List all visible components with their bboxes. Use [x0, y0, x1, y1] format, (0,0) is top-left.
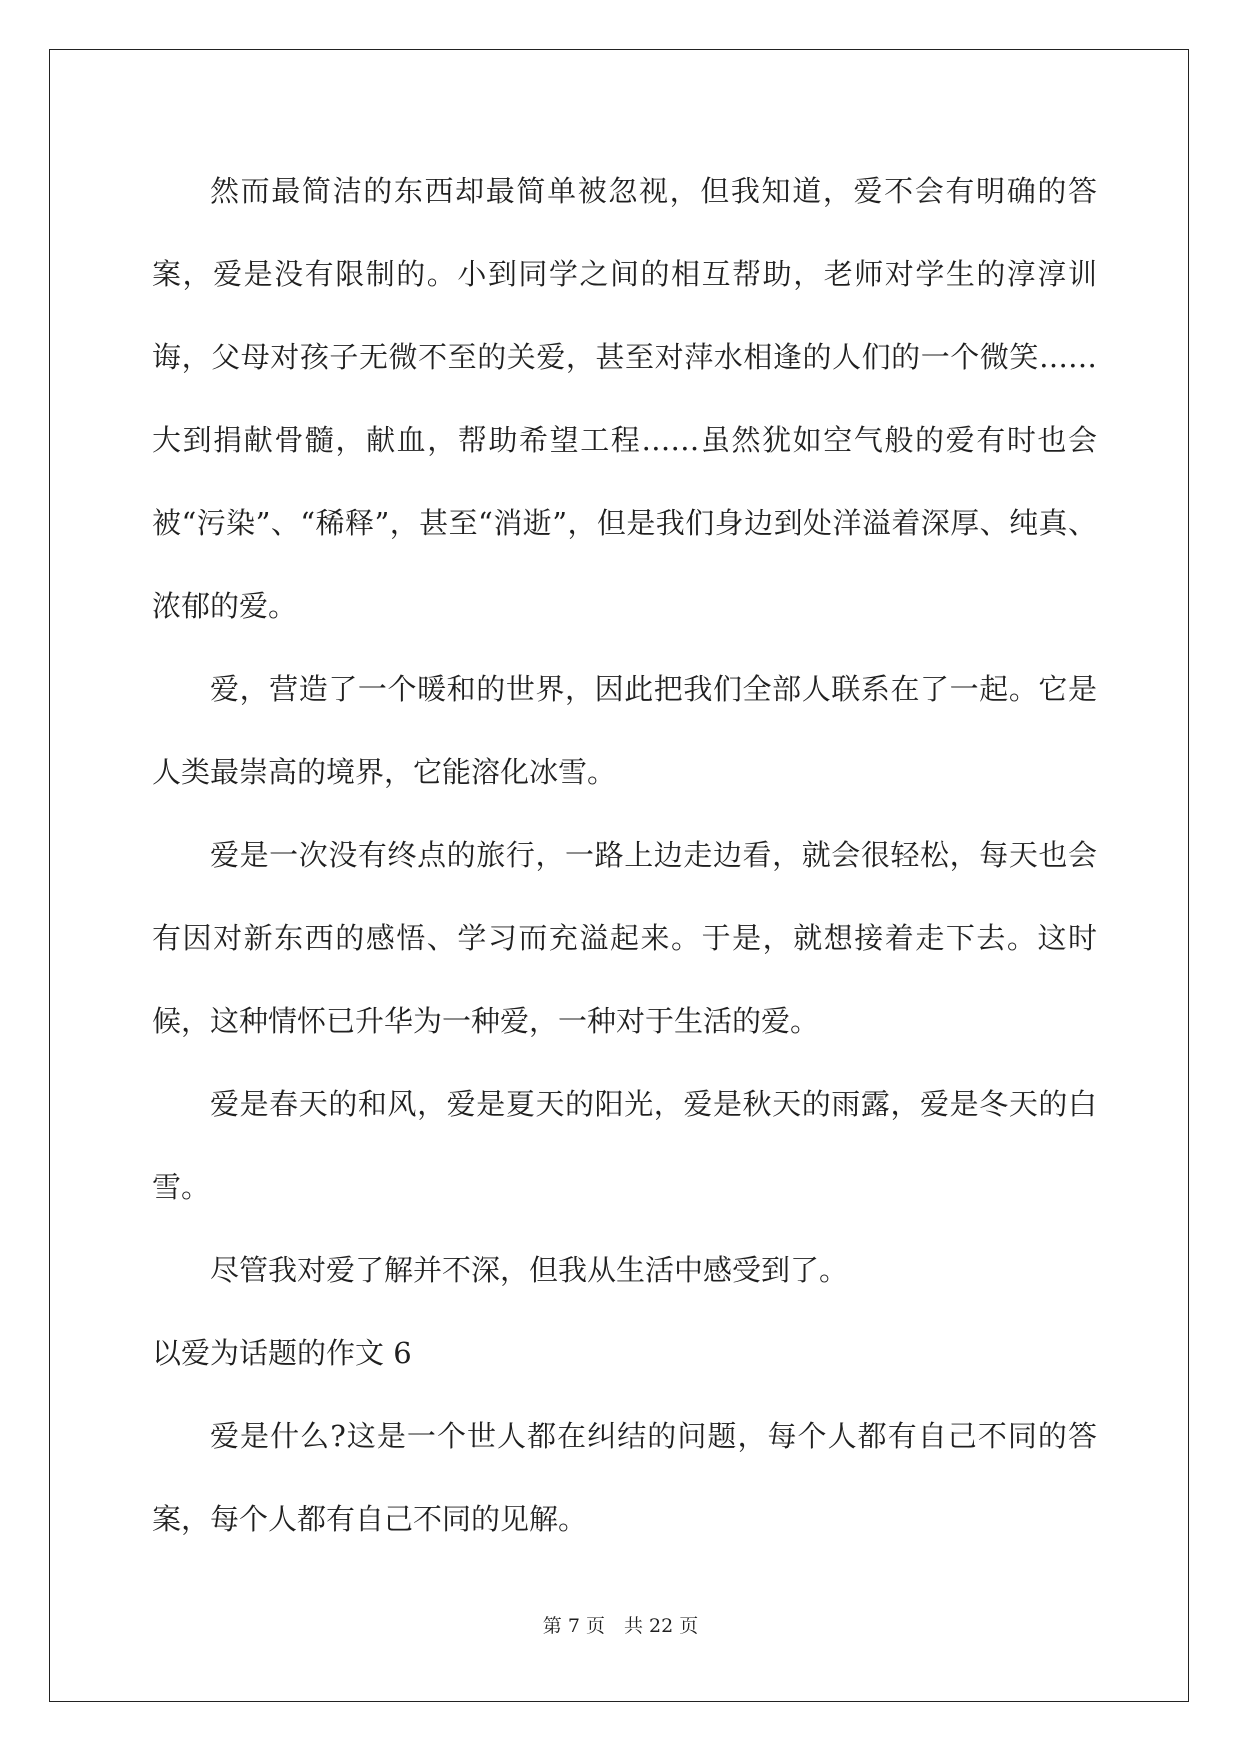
- paragraph-2: 爱，营造了一个暖和的世界，因此把我们全部人联系在了一起。它是人类最崇高的境界，它能溶化冰雪。: [152, 672, 1097, 789]
- paragraph-6: 爱是什么?这是一个世人都在纠结的问题，每个人都有自己不同的答案，每个人都有自己不同的见解。: [152, 1419, 1097, 1536]
- paragraph-5: 尽管我对爱了解并不深，但我从生活中感受到了。: [210, 1253, 849, 1287]
- paragraph-3: 爱是一次没有终点的旅行，一路上边走边看，就会很轻松，每天也会有因对新东西的感悟、学习而充溢起来。于是，就想接着走下去。这时候，这种情怀已升华为一种爱，一种对于生活的爱。: [152, 838, 1097, 1038]
- page-number: 第 7 页 共 22 页: [542, 1615, 699, 1637]
- paragraph-1: 然而最简洁的东西却最简单被忽视，但我知道，爱不会有明确的答案，爱是没有限制的。小到同学之间的相互帮助，老师对学生的淳淳训诲，父母对孩子无微不至的关爱，甚至对萍水相逢的人们的一个微笑……大到捐献骨髓，献血，帮助希望工程……虽然犹如空气般的爱有时也会被“污染”、“稀释”，甚至“消逝”，但是我们身边到处洋溢着深厚、纯真、浓郁的爱。: [152, 174, 1097, 623]
- document-body: [152, 150, 1097, 1561]
- paragraph-4: 爱是春天的和风，爱是夏天的阳光，爱是秋天的雨露，爱是冬天的白雪。: [152, 1087, 1097, 1204]
- section-heading: 以爱为话题的作文 6: [152, 1336, 412, 1370]
- page-footer: [0, 1614, 1241, 1638]
